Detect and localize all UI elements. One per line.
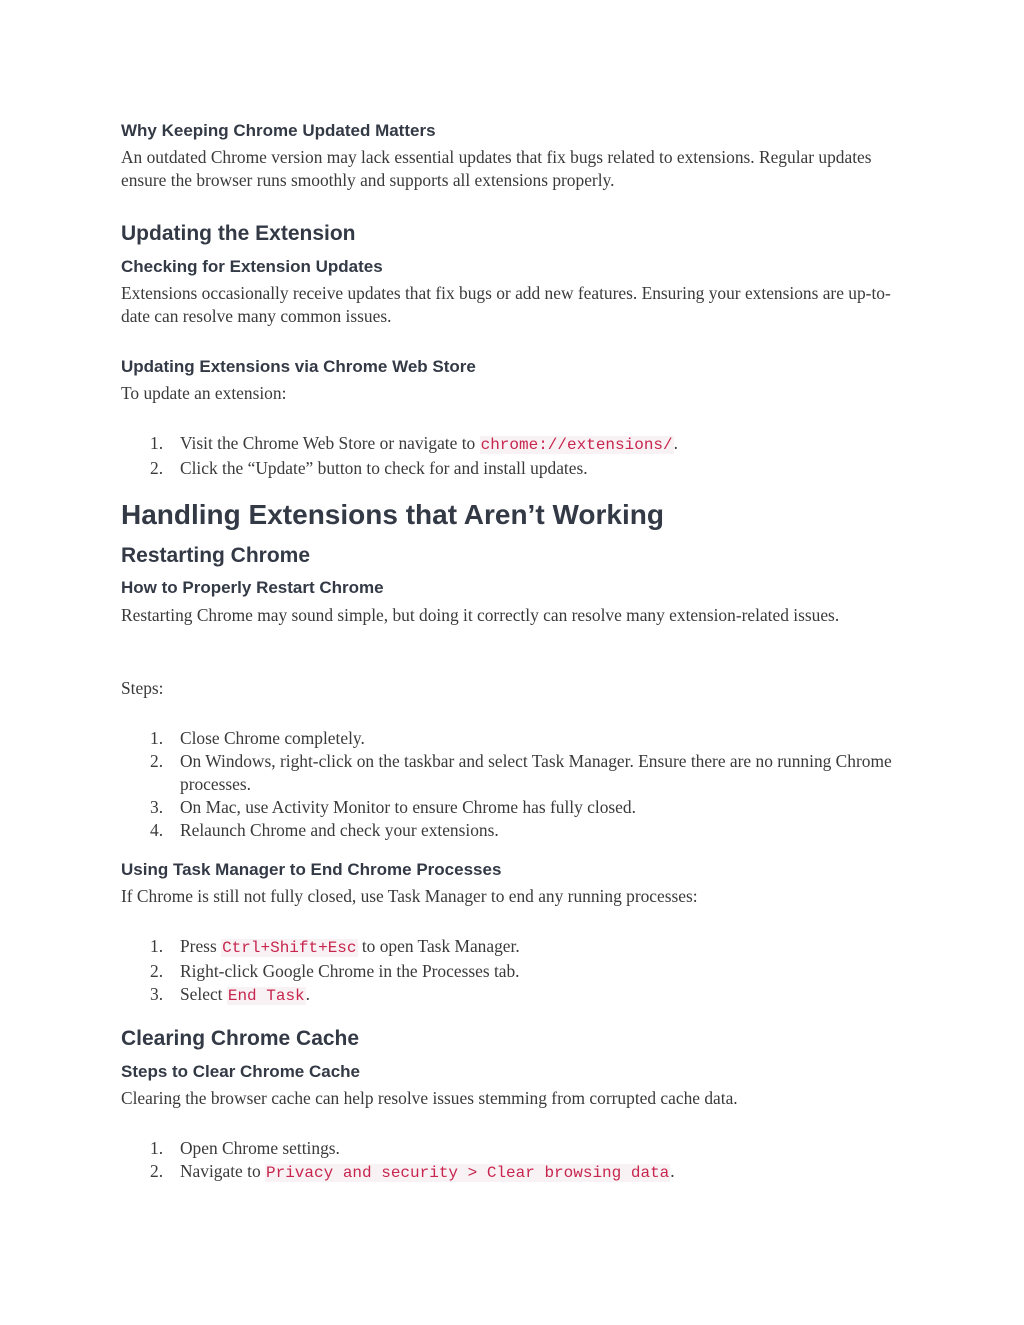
paragraph-cache-intro: Clearing the browser cache can help resolve issues stemming from corrupted cache data. xyxy=(121,1088,738,1108)
list-item-text: . xyxy=(673,433,678,453)
list-item-text: . xyxy=(305,984,311,1004)
heading-checking-updates: Checking for Extension Updates xyxy=(121,257,383,276)
heading-via-web-store: Updating Extensions via Chrome Web Store xyxy=(121,357,476,376)
list-item-text: Navigate to xyxy=(180,1161,265,1181)
list-item xyxy=(121,750,901,796)
list-item-text: to open Task Manager. xyxy=(357,936,520,956)
list-item-text: Right-click Google Chrome in the Processes tab. xyxy=(180,961,520,981)
list-item-text: Close Chrome completely. xyxy=(180,728,365,748)
code-extensions-url: chrome://extensions/ xyxy=(480,436,673,454)
list-number: 2. xyxy=(150,1161,164,1181)
list-item-text: Click the “Update” button to check for and install updates. xyxy=(180,458,588,478)
list-number: 2. xyxy=(150,458,164,478)
list-item-text: Visit the Chrome Web Store or navigate to xyxy=(180,433,480,453)
list-item xyxy=(121,935,901,960)
list-item xyxy=(121,960,901,983)
list-number: 3. xyxy=(150,797,164,817)
list-number: 2. xyxy=(150,961,164,981)
paragraph-steps-label: Steps: xyxy=(121,678,164,698)
list-item xyxy=(121,796,901,819)
heading-task-manager: Using Task Manager to End Chrome Processes xyxy=(121,860,502,879)
list-item xyxy=(121,1160,901,1185)
list-number: 1. xyxy=(150,936,164,956)
list-item xyxy=(121,727,901,750)
list-number: 1. xyxy=(150,1138,164,1158)
paragraph-restart-intro: Restarting Chrome may sound simple, but doing it correctly can resolve many extension-related issues. xyxy=(121,605,840,625)
list-item-text: Relaunch Chrome and check your extensions. xyxy=(180,820,499,840)
list-update-steps xyxy=(121,432,901,480)
list-item xyxy=(121,432,901,457)
heading-handling-extensions: Handling Extensions that Aren’t Working xyxy=(121,499,664,530)
list-item-text: Open Chrome settings. xyxy=(180,1138,340,1158)
list-number: 1. xyxy=(150,433,164,453)
list-item-text: On Mac, use Activity Monitor to ensure Chrome has fully closed. xyxy=(180,797,636,817)
list-item xyxy=(121,457,901,480)
paragraph-checking-updates: Extensions occasionally receive updates that fix bugs or add new features. Ensuring your extensions are up-to-date can resolve many common issues. xyxy=(121,283,891,326)
list-item xyxy=(121,1137,901,1160)
code-end-task: End Task xyxy=(227,987,305,1005)
paragraph-update-intro: To update an extension: xyxy=(121,383,287,403)
code-settings-path: Privacy and security > Clear browsing data xyxy=(266,1164,670,1182)
list-restart-steps xyxy=(121,727,901,842)
list-item xyxy=(121,983,901,1008)
heading-steps-clear-cache: Steps to Clear Chrome Cache xyxy=(121,1062,361,1081)
list-number: 4. xyxy=(150,820,164,840)
heading-clearing-cache: Clearing Chrome Cache xyxy=(121,1027,360,1050)
paragraph-why-updated: An outdated Chrome version may lack essential updates that fix bugs related to extensions. Regular updates ensure the browser runs smoothly and supports all extensions properly. xyxy=(121,147,872,190)
code-shortcut: Ctrl+Shift+Esc xyxy=(222,939,357,957)
list-item-text: . xyxy=(670,1161,675,1181)
heading-updating-extension: Updating the Extension xyxy=(121,222,356,245)
paragraph-task-manager-intro: If Chrome is still not fully closed, use Task Manager to end any running processes: xyxy=(121,886,698,906)
heading-why-updated: Why Keeping Chrome Updated Matters xyxy=(121,121,436,140)
list-task-manager-steps xyxy=(121,935,901,1008)
list-item-text: On Windows, right-click on the taskbar and select Task Manager. Ensure there are no running Chrome processes. xyxy=(180,751,892,794)
list-item xyxy=(121,819,901,842)
list-item-text: Press xyxy=(180,936,222,956)
list-item-text: Select xyxy=(180,984,227,1004)
heading-properly-restart: How to Properly Restart Chrome xyxy=(121,578,384,597)
list-number: 2. xyxy=(150,751,164,771)
list-cache-steps xyxy=(121,1137,901,1185)
list-number: 3. xyxy=(150,984,164,1004)
heading-restarting-chrome: Restarting Chrome xyxy=(121,544,311,567)
list-number: 1. xyxy=(150,728,164,748)
